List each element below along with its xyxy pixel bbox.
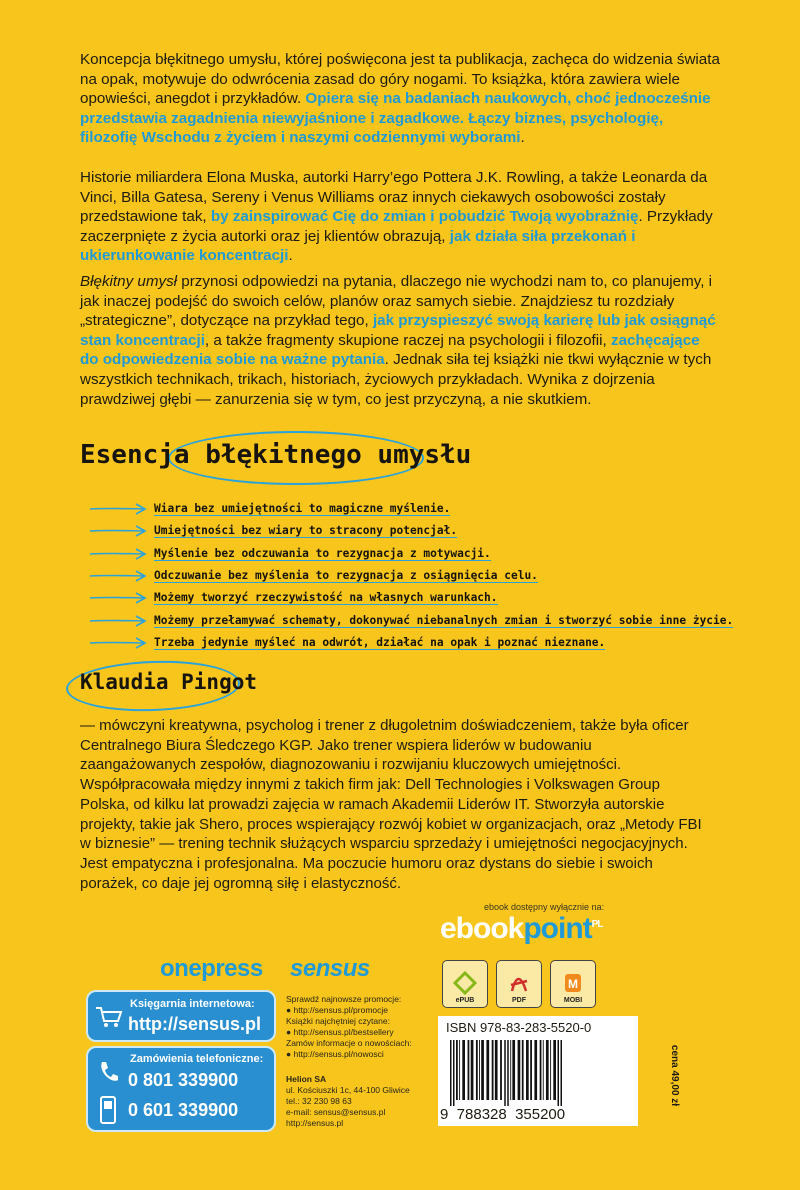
barcode-panel [438, 1016, 638, 1126]
barcode-digits: 9 788328 355200 [440, 1106, 566, 1123]
description-paragraph-2 [80, 168, 720, 266]
highlighted-text: jak działa siła przekonań i ukierunkowanie koncentracji [80, 227, 636, 265]
essence-item [88, 498, 728, 520]
shop-label: Księgarnia internetowa: [130, 998, 255, 1010]
address-line: tel.: 32 230 98 63 [286, 1096, 352, 1106]
promo-line[interactable]: ● http://sensus.pl/promocje [286, 1005, 388, 1015]
phone-box [86, 1046, 276, 1132]
barcode-bar [456, 1040, 458, 1100]
barcode-bar [495, 1040, 498, 1100]
essence-item-text: Możemy tworzyć rzeczywistość na własnych warunkach. [154, 591, 498, 605]
mobi-glyph-icon [561, 971, 585, 995]
arrow-right-icon [88, 614, 150, 628]
essence-item-text: Możemy przełamywać schematy, dokonywać niebanalnych zmian i stworzyć sobie inne życie. [154, 613, 734, 627]
address-line[interactable]: http://sensus.pl [286, 1118, 344, 1128]
shop-url[interactable]: http://sensus.pl [128, 1014, 262, 1034]
essence-item [88, 520, 728, 542]
address-line: e-mail: sensus@sensus.pl [286, 1107, 386, 1117]
mobile-phone-icon [97, 1096, 119, 1124]
arrow-right-icon [88, 569, 150, 583]
barcode [446, 1040, 630, 1106]
barcode-bar [453, 1040, 455, 1106]
text-run: przynosi odpowiedzi na pytania, dlaczego nie wychodzi nam to, co planujemy, i jak inaczej podejść do swoich celów, planów oraz samych siebie. Znajdziesz tu rozdziały „strategiczne”, dotyczące na przykład tego, [80, 273, 713, 330]
text-run: , a także fragmenty skupione raczej na psychologii i filozofii, [204, 331, 611, 349]
barcode-bar [492, 1040, 494, 1100]
essence-item-text: Umiejętności bez wiary to stracony potencjał. [154, 524, 458, 538]
essence-list [88, 498, 734, 654]
highlighted-text: jak przyspieszyć swoją karierę lub jak osiągnąć stan koncentracji [80, 312, 716, 349]
barcode-bar [459, 1040, 460, 1100]
barcode-bar [468, 1040, 470, 1100]
sensus-logo: sensus [290, 955, 370, 982]
barcode-bar [476, 1040, 478, 1100]
essence-item-text: Trzeba jedynie myśleć na odwrót, działać na opak i poznać nieznane. [154, 635, 606, 649]
phone-icon [96, 1060, 120, 1086]
barcode-bar [540, 1040, 542, 1100]
barcode-bar [471, 1040, 474, 1100]
ebook-note: ebook dostępny wyłącznie na: [484, 902, 605, 912]
barcode-bar [462, 1040, 465, 1100]
promo-line: Sprawdź najnowsze promocje: [286, 994, 402, 1004]
highlighted-text: zachęcające do odpowiedzenia sobie na ważne pytania [80, 331, 700, 369]
format-epub-icon [442, 960, 488, 1008]
pdf-glyph-icon [507, 971, 531, 995]
shopping-cart-icon [94, 1004, 124, 1030]
format-pdf-label: PDF [512, 997, 526, 1004]
ebookpoint-logo-b: point [523, 912, 592, 945]
author-name: Klaudia Pingot [80, 670, 258, 694]
highlighted-text: by zainspirować Cię do zmian i pobudzić Twoją wyobraźnię [210, 208, 639, 226]
highlighted-text: Opiera się na badaniach naukowych, choć jednocześnie przedstawia zagadnienia niewyjaśnione i zagadkowe. Łączy biznes, psychologię, filozofię Wschodu z życiem i naszymi codziennymi wyborami [80, 90, 711, 147]
essence-item [88, 632, 728, 654]
text-run: . Jednak siła tej książki nie tkwi wyłącznie w tych wszystkich technikach, trikach, historiach, życiowych przykładach. Wynika z dojrzenia prawdziwej głębi — zanurzenia się w tym, co jest przyczyną, a nie skutkiem. [80, 351, 712, 408]
barcode-bar [486, 1040, 489, 1100]
essence-item [88, 609, 734, 631]
phone-number-1[interactable]: 0 801 339900 [128, 1070, 239, 1090]
promo-line: Zamów informacje o nowościach: [286, 1038, 412, 1048]
arrow-right-icon [88, 591, 150, 605]
isbn-text: ISBN 978-83-283-5520-0 [446, 1020, 592, 1035]
publisher-address [286, 1074, 410, 1129]
promo-line[interactable]: ● http://sensus.pl/nowosci [286, 1049, 384, 1059]
promo-line: Książki najchętniej czytane: [286, 1016, 390, 1026]
epub-glyph-icon [453, 971, 477, 995]
barcode-bar [558, 1040, 560, 1106]
barcode-bar [510, 1040, 511, 1100]
essence-item [88, 543, 728, 565]
ebookpoint-logo-sup: PL [591, 919, 603, 930]
barcode-bar [479, 1040, 480, 1100]
text-run: . [520, 129, 525, 147]
text-run: . [288, 247, 293, 265]
italic-text: Błękitny umysł [80, 273, 178, 290]
promo-line[interactable]: ● http://sensus.pl/bestsellery [286, 1027, 394, 1037]
format-epub-label: ePUB [455, 997, 475, 1004]
price: cena 49,00 zł [669, 1044, 681, 1107]
barcode-bar [481, 1040, 484, 1100]
barcode-bar [518, 1040, 521, 1100]
barcode-bar [500, 1040, 502, 1100]
format-pdf-icon [496, 960, 542, 1008]
text-run: Historie miliardera Elona Muska, autorki Harry’ego Pottera J.K. Rowling, a także Leonarda da Vinci, Billa Gatesa, Sereny i Venus Williams oraz innych ciekawych osobowości zostały przedstawione tak, [80, 169, 708, 226]
svg-text:M: M [568, 977, 578, 991]
barcode-bar [526, 1040, 529, 1100]
ebookpoint-logo-a: ebook [440, 912, 524, 945]
barcode-bar [550, 1040, 551, 1100]
essence-item [88, 565, 728, 587]
arrow-right-icon [88, 547, 150, 561]
format-mobi-icon [550, 960, 596, 1008]
description-paragraph-3 [80, 272, 720, 409]
phone-number-2[interactable]: 0 601 339900 [128, 1100, 239, 1120]
description-paragraph-1 [80, 50, 720, 148]
barcode-bar [507, 1040, 509, 1106]
essence-title: Esencja błękitnego umysłu [80, 440, 472, 470]
essence-item-text: Myślenie bez odczuwania to rezygnacja z motywacji. [154, 546, 491, 560]
phone-label: Zamówienia telefoniczne: [130, 1053, 264, 1065]
address-line: Helion SA [286, 1074, 327, 1084]
author-bio: — mówczyni kreatywna, psycholog i trener z długoletnim doświadczeniem, także była oficer Centralnego Biura Śledczego KGP. Jako trener wspiera liderów w budowaniu zaangażowanych zespołów, diagnozowaniu i rozwijaniu kluczowych umiejętności. Współpracowała między innymi z takich firm jak: Dell Technologies i Volkswagen Group Polska, od kilku lat prowadzi zajęcia w ramach Akademii Liderów IT. Stworzyła autorskie projekty, takie jak Shero, proces wspierający rozwój kobiet w organizacjach, oraz „Metody FBI w biznesie” — trening technik służących wsparciu sprzedaży i umiejętności negocjacyjnych. Jest empatyczna i profesjonalna. Ma poczucie humoru oraz dystans do siebie i swoich porażek, co daje jej ogromną siłę i elastyczność. [80, 717, 702, 892]
format-mobi-label: MOBI [563, 997, 583, 1004]
promo-links [286, 994, 412, 1060]
barcode-bar [450, 1040, 452, 1106]
ebookpoint-logo [440, 912, 602, 946]
barcode-bar [504, 1040, 506, 1106]
barcode-bar [561, 1040, 563, 1106]
shop-box [86, 990, 276, 1042]
barcode-bar [530, 1040, 532, 1100]
address-line: ul. Kościuszki 1c, 44-100 Gliwice [286, 1085, 410, 1095]
text-run: . Przykłady zaczerpnięte z życia autorki oraz jej klientów obrazują, [80, 208, 713, 245]
text-run: Koncepcja błękitnego umysłu, której poświęcona jest ta publikacja, zachęca do widzenia świata na opak, motywuje do odwrócenia zasad do góry nogami. To książka, która zawiera wiele opowieści, anegdot i przykładów. [80, 51, 720, 108]
barcode-bar [543, 1040, 544, 1100]
arrow-right-icon [88, 636, 150, 650]
essence-item-text: Odczuwanie bez myślenia to rezygnacja z osiągnięcia celu. [154, 569, 538, 583]
barcode-bar [553, 1040, 556, 1100]
essence-item [88, 587, 728, 609]
arrow-right-icon [88, 502, 150, 516]
barcode-bar [522, 1040, 524, 1100]
barcode-bar [546, 1040, 549, 1100]
arrow-right-icon [88, 524, 150, 538]
barcode-bar [512, 1040, 515, 1100]
essence-item-text: Wiara bez umiejętności to magiczne myślenie. [154, 502, 451, 516]
onepress-logo: onepress [160, 955, 263, 982]
barcode-bar [534, 1040, 537, 1100]
